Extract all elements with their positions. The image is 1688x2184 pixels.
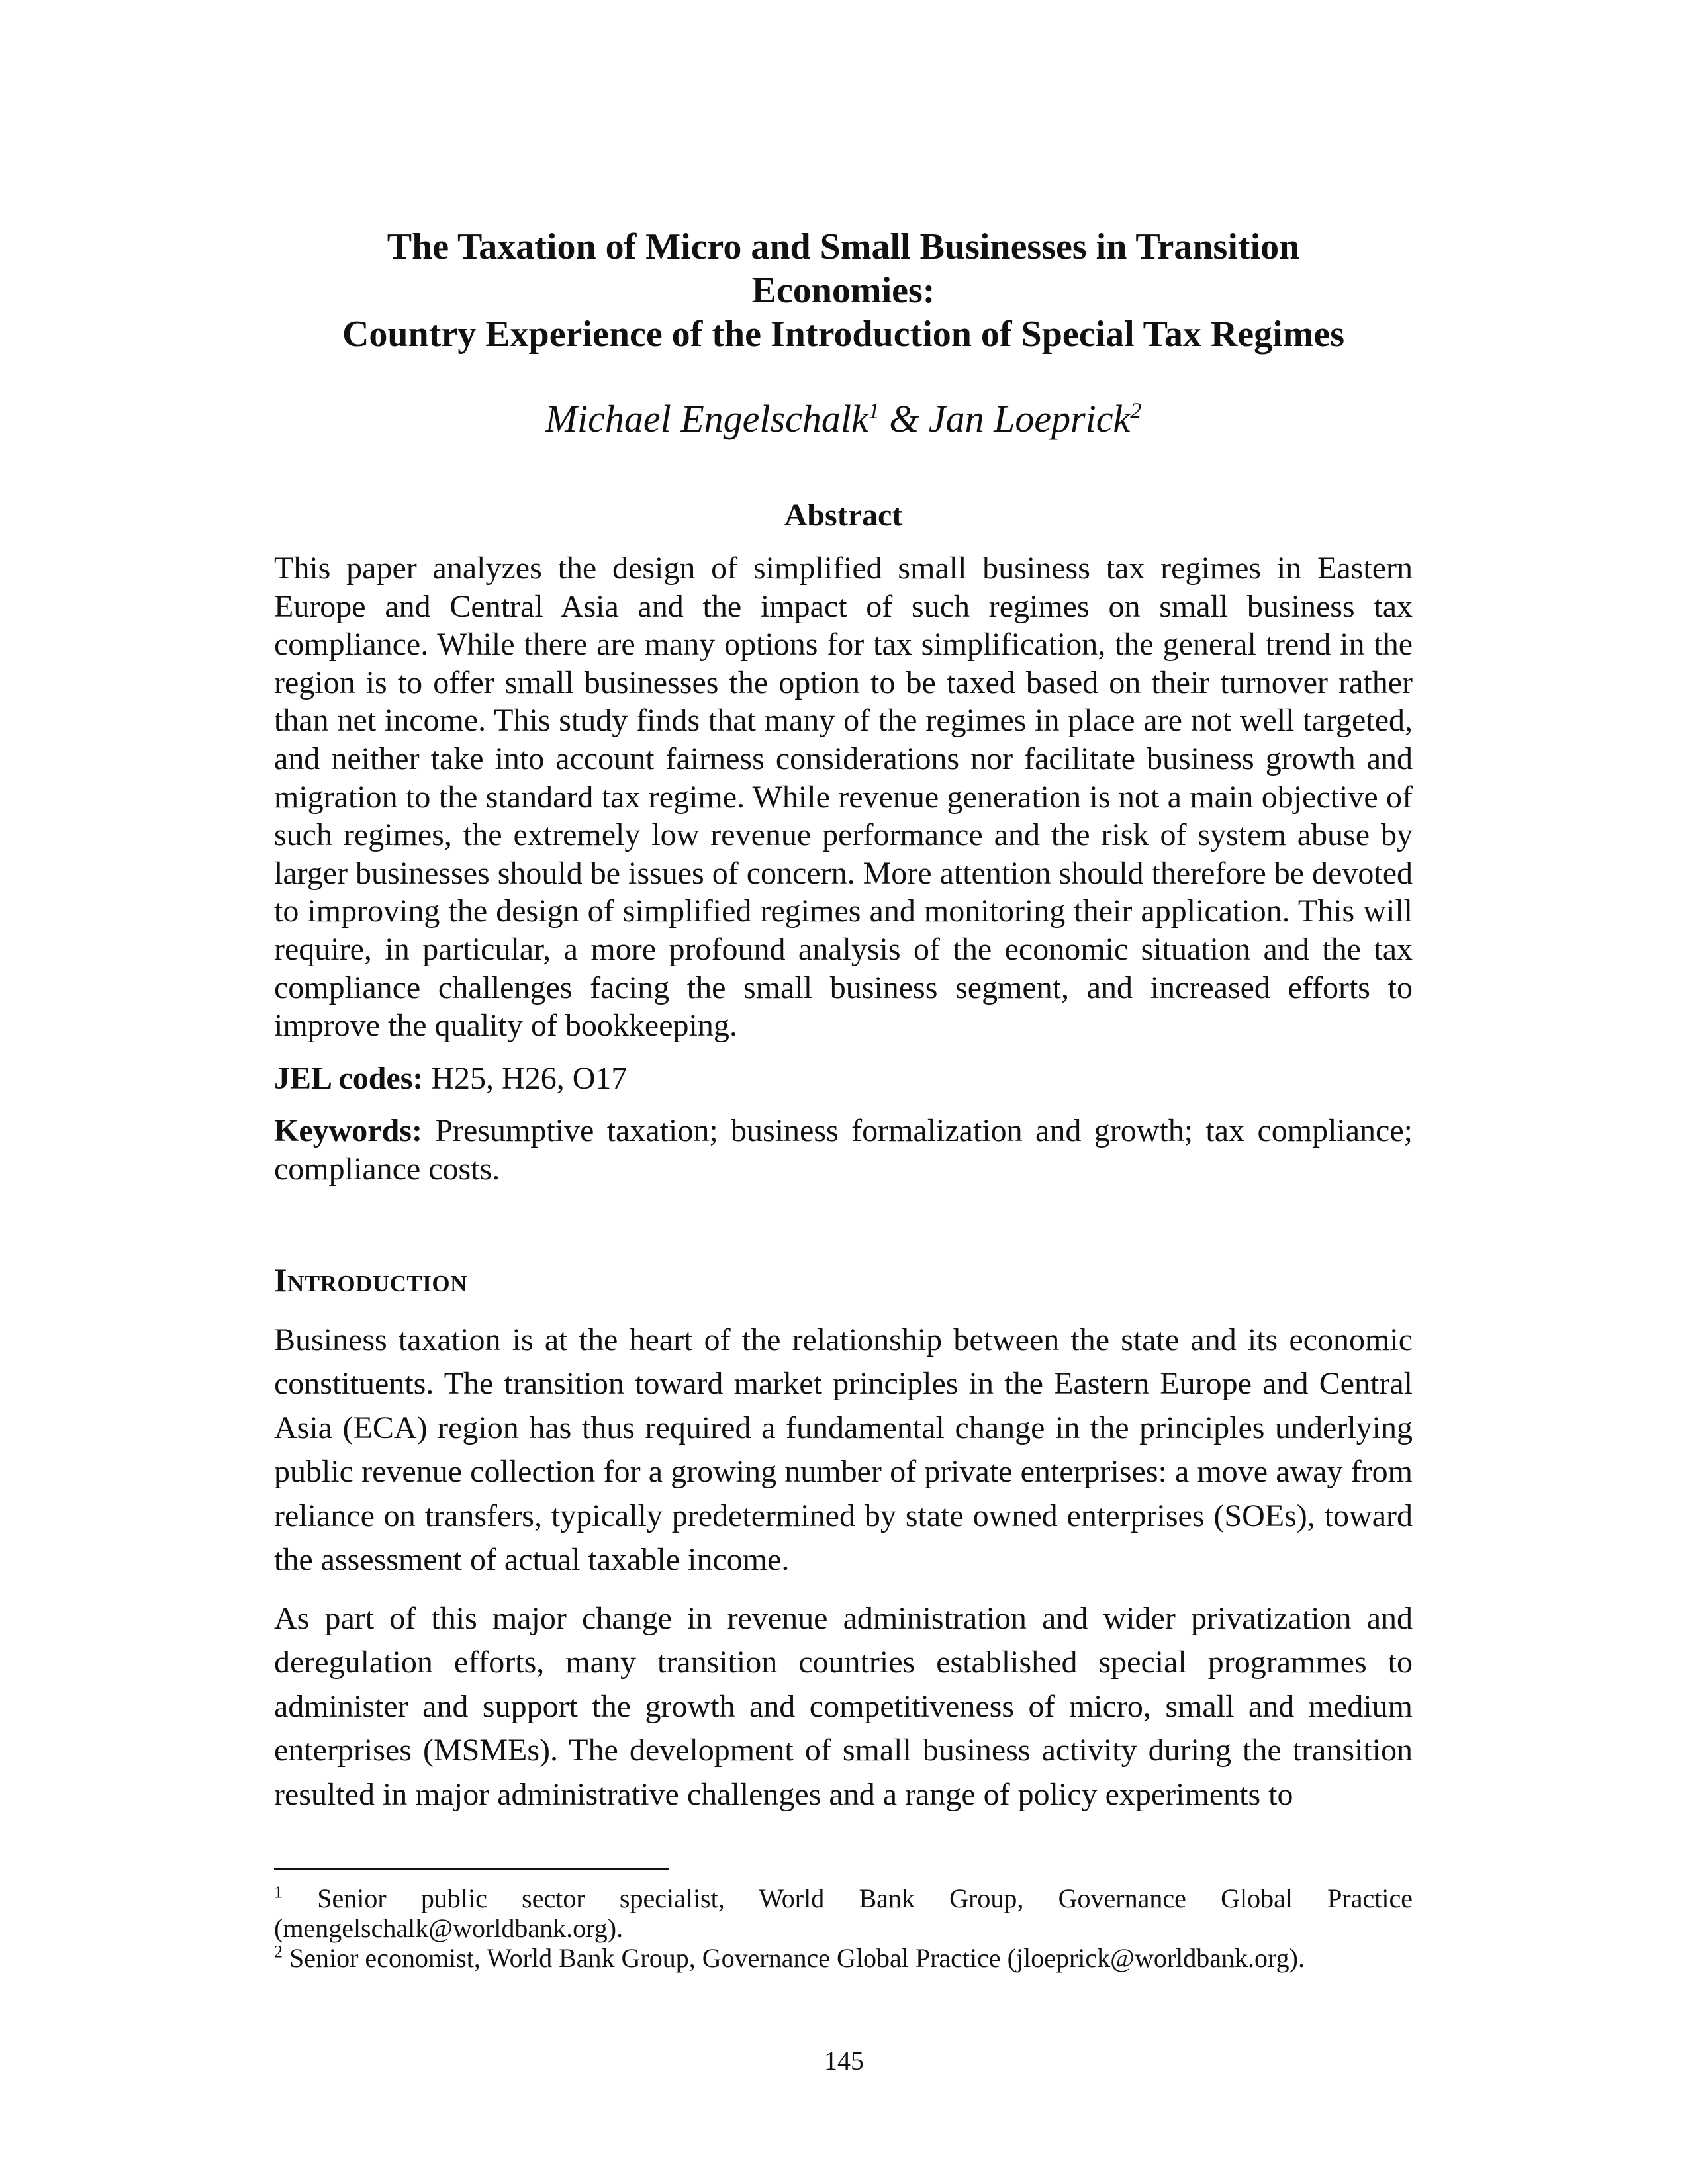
- footnote-1-mark: 1: [274, 1882, 283, 1902]
- footnote-2-mark: 2: [274, 1942, 283, 1962]
- page-number: 145: [824, 2046, 864, 2075]
- author-2-footnote-mark: 2: [1130, 398, 1142, 424]
- title-line-3: Country Experience of the Introduction of Special Tax Regimes: [342, 314, 1345, 355]
- title-line-2: Economies:: [751, 270, 935, 311]
- footnotes: [274, 1884, 1413, 1973]
- title-line-1: The Taxation of Micro and Small Businesses in Transition: [387, 226, 1300, 267]
- keywords-label: Keywords:: [274, 1113, 422, 1149]
- introduction-heading: Introduction: [274, 1261, 467, 1298]
- footnote-separator: [274, 1868, 669, 1870]
- author-1-name: Michael Engelschalk: [545, 397, 868, 440]
- jel-codes-label: JEL codes:: [274, 1060, 424, 1096]
- jel-codes-value: H25, H26, O17: [423, 1060, 628, 1096]
- keywords-value: Presumptive taxation; business formalization and growth; tax compliance; compliance costs.: [274, 1113, 1413, 1187]
- footnote-1: [274, 1884, 1413, 1943]
- jel-codes: [274, 1060, 1413, 1098]
- footnote-1-text: Senior public sector specialist, World Bank Group, Governance Global Practice (mengelschalk@worldbank.org).: [274, 1884, 1413, 1943]
- footnote-2-text: Senior economist, World Bank Group, Governance Global Practice (jloeprick@worldbank.org).: [283, 1943, 1305, 1973]
- abstract-heading: Abstract: [784, 498, 903, 533]
- footnote-2: [274, 1943, 1413, 1973]
- paper-title: [274, 225, 1413, 356]
- introduction-paragraph-1: Business taxation is at the heart of the relationship between the state and its economic constituents. The transition toward market principles in the Eastern Europe and Central Asia (ECA) region has thus required a fundamental change in the principles underlying public revenue collection for a growing number of private enterprises: a move away from reliance on transfers, typically predetermined by state owned enterprises (SOEs), toward the assessment of actual taxable income.: [274, 1322, 1413, 1577]
- keywords: [274, 1112, 1413, 1188]
- abstract-text: This paper analyzes the design of simplified small business tax regimes in Eastern Europe and Central Asia and the impact of such regimes on small business tax compliance. While there are many options for tax simplification, the general trend in the region is to offer small businesses the option to be taxed based on their turnover rather than net income. This study finds that many of the regimes in place are not well targeted, and neither take into account fairness considerations nor facilitate business growth and migration to the standard tax regime. While revenue generation is not a main objective of such regimes, the extremely low revenue performance and the risk of system abuse by larger businesses should be issues of concern. More attention should therefore be devoted to improving the design of simplified regimes and monitoring their application. This will require, in particular, a more profound analysis of the economic situation and the tax compliance challenges facing the small business segment, and increased efforts to improve the quality of bookkeeping.: [274, 551, 1413, 1044]
- paper-page: [274, 225, 1413, 1817]
- author-separator: &: [879, 397, 929, 440]
- author-list: [274, 396, 1413, 442]
- author-2-name: Jan Loeprick: [928, 397, 1131, 440]
- author-1-footnote-mark: 1: [868, 398, 880, 424]
- introduction-paragraph-2: As part of this major change in revenue administration and wider privatization and deregulation efforts, many transition countries established special programmes to administer and support the growth and competitiveness of micro, small and medium enterprises (MSMEs). The development of small business activity during the transition resulted in major administrative challenges and a range of policy experiments to: [274, 1600, 1413, 1812]
